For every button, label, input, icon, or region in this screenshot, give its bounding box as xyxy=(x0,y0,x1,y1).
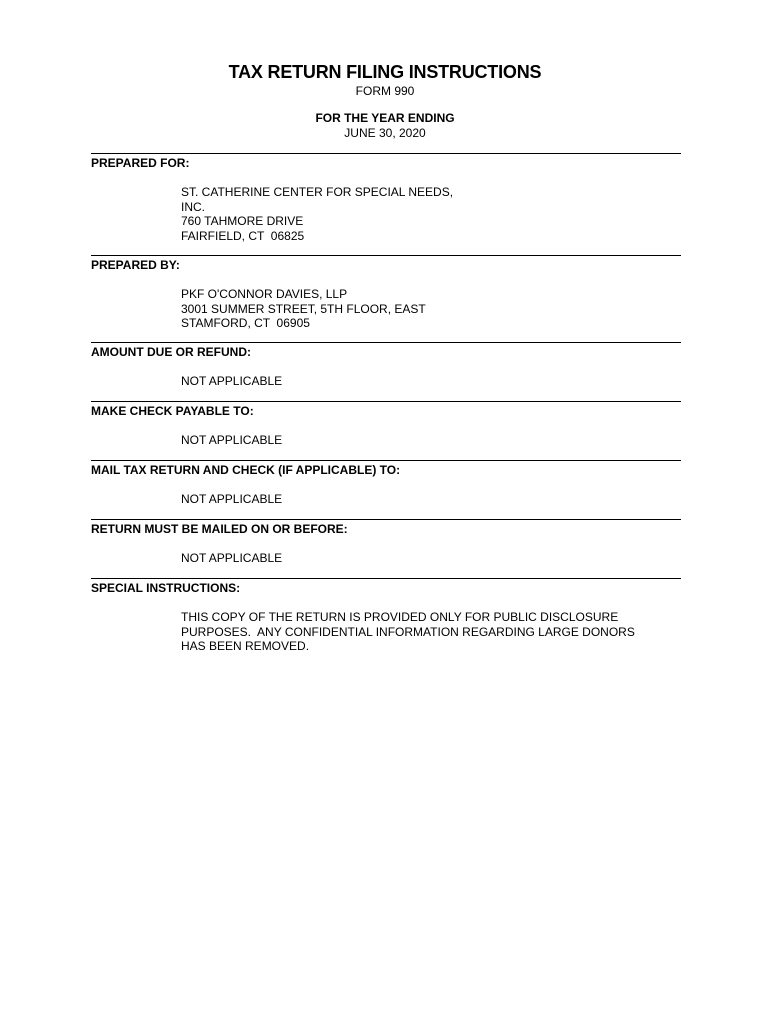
section-body xyxy=(181,287,681,331)
body-line: THIS COPY OF THE RETURN IS PROVIDED ONLY FOR PUBLIC DISCLOSURE xyxy=(181,610,619,624)
body-line: PURPOSES. ANY CONFIDENTIAL INFORMATION REGARDING LARGE DONORS xyxy=(181,624,635,639)
body-line: 760 TAHMORE DRIVE xyxy=(181,214,304,228)
section-prepared-for xyxy=(91,153,681,243)
body-line: NOT APPLICABLE xyxy=(181,433,283,447)
section-body xyxy=(181,551,681,566)
form-number: FORM 990 xyxy=(355,84,415,98)
section-body xyxy=(181,433,681,448)
body-line: ST. CATHERINE CENTER FOR SPECIAL NEEDS, xyxy=(181,185,454,199)
body-line: PKF O'CONNOR DAVIES, LLP xyxy=(181,287,348,301)
year-ending-label: FOR THE YEAR ENDING xyxy=(315,111,455,125)
section-prepared-by xyxy=(91,255,681,331)
body-line: NOT APPLICABLE xyxy=(181,551,283,565)
body-line: 3001 SUMMER STREET, 5TH FLOOR, EAST xyxy=(181,301,426,316)
section-body xyxy=(181,610,681,654)
section-heading: PREPARED FOR: xyxy=(91,156,190,170)
section-body xyxy=(181,374,681,389)
document-title: TAX RETURN FILING INSTRUCTIONS xyxy=(228,62,542,82)
section-heading: MAIL TAX RETURN AND CHECK (IF APPLICABLE) TO: xyxy=(91,463,401,477)
year-ending-date: JUNE 30, 2020 xyxy=(344,126,426,140)
section-heading: PREPARED BY: xyxy=(91,258,180,272)
section-body xyxy=(181,185,681,243)
section-heading: RETURN MUST BE MAILED ON OR BEFORE: xyxy=(91,522,348,536)
section-special-instructions xyxy=(91,578,681,654)
body-line: FAIRFIELD, CT 06825 xyxy=(181,228,305,243)
body-line: HAS BEEN REMOVED. xyxy=(181,639,310,653)
section-heading: MAKE CHECK PAYABLE TO: xyxy=(91,404,254,418)
section-mail-to xyxy=(91,460,681,507)
section-amount-due xyxy=(91,342,681,389)
section-heading: SPECIAL INSTRUCTIONS: xyxy=(91,581,241,595)
body-line: NOT APPLICABLE xyxy=(181,374,283,388)
body-line: STAMFORD, CT 06905 xyxy=(181,316,310,330)
section-heading: AMOUNT DUE OR REFUND: xyxy=(91,345,251,359)
section-mail-by xyxy=(91,519,681,566)
section-check-payable xyxy=(91,401,681,448)
body-line: NOT APPLICABLE xyxy=(181,492,283,506)
body-line: INC. xyxy=(181,199,205,214)
section-body xyxy=(181,492,681,507)
